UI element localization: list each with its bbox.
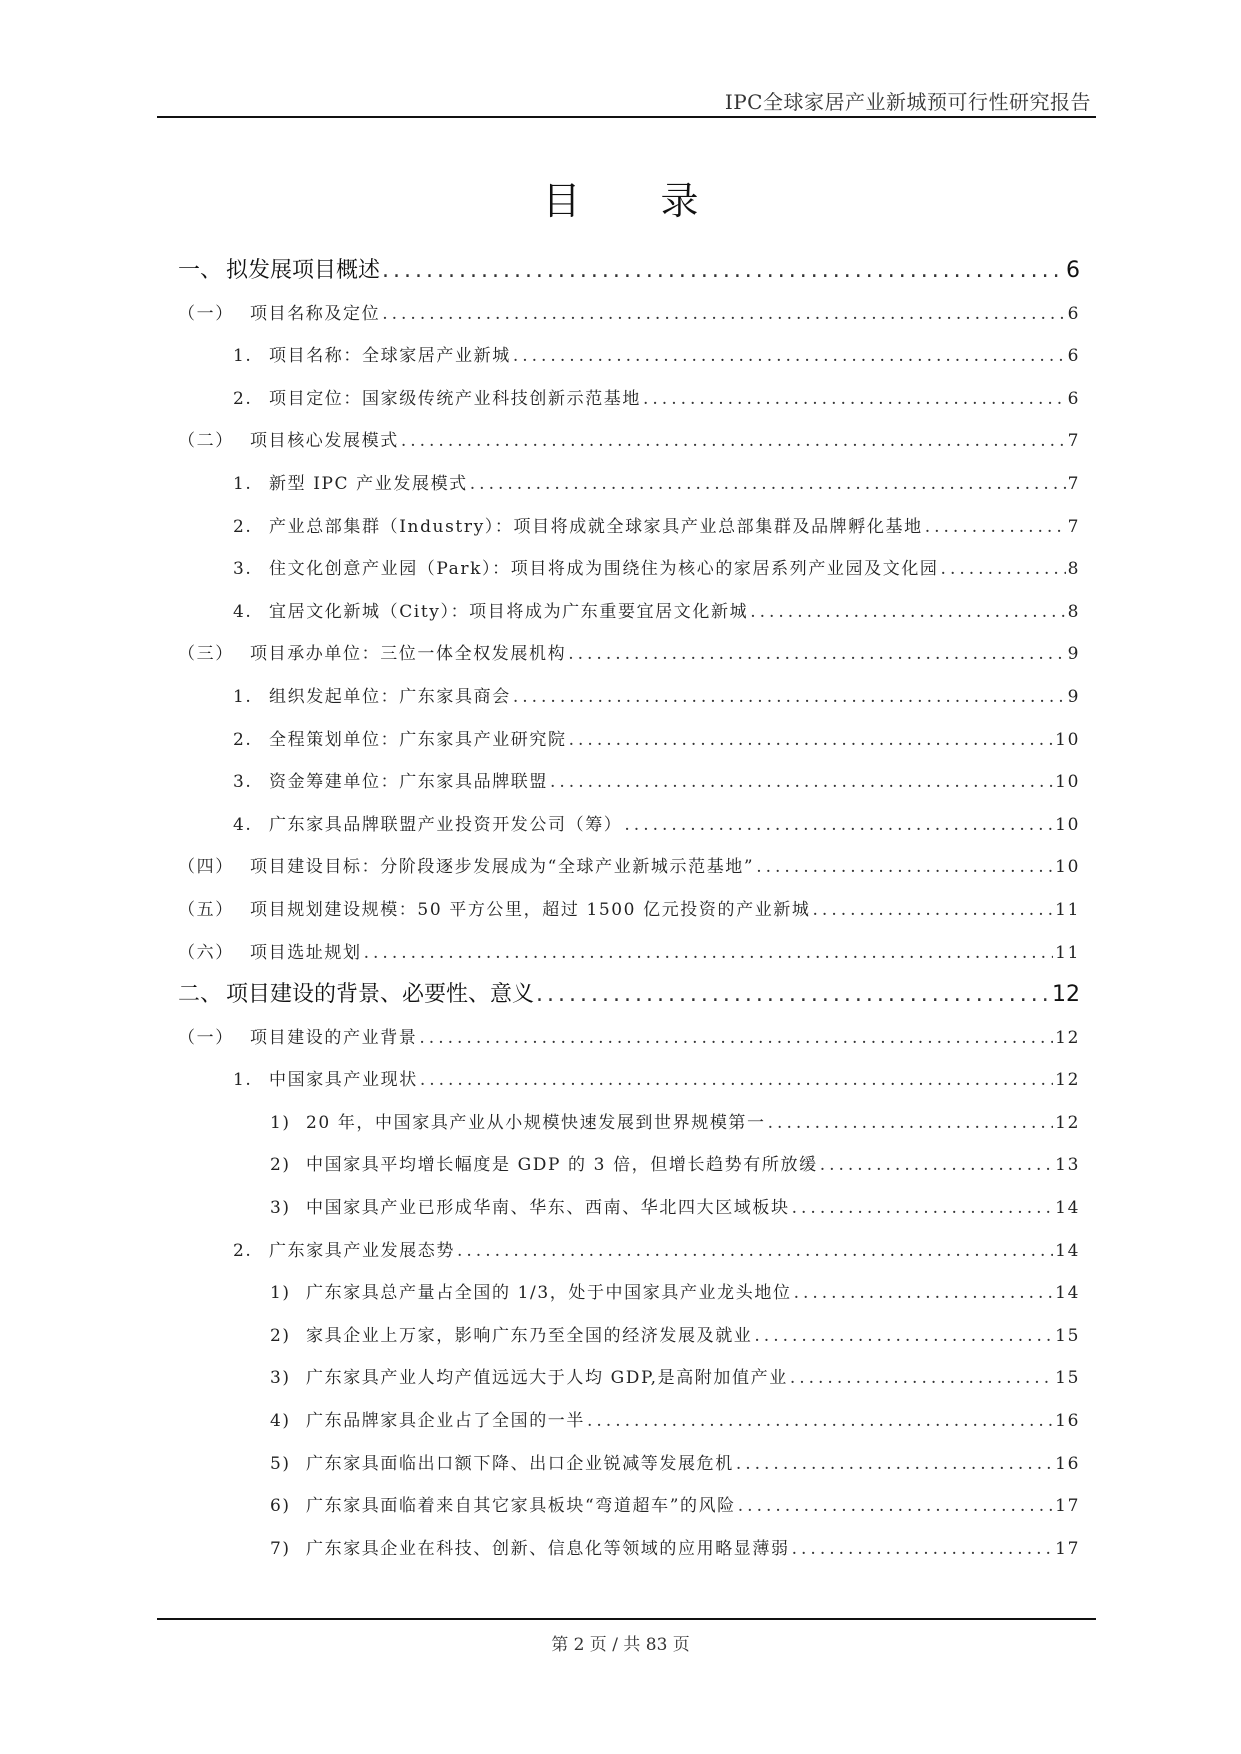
toc-entry-page: 11 <box>1055 942 1080 963</box>
toc-entry-title: 拟发展项目概述 <box>226 258 381 283</box>
toc-entry-number: 3. <box>233 559 253 580</box>
toc-entry[interactable] <box>178 1528 1080 1571</box>
toc-entry-title: 广东家具总产量占全国的 1/3，处于中国家具产业龙头地位 <box>306 1283 792 1304</box>
toc-entry-number: 1. <box>233 473 253 494</box>
toc-dot-leader <box>736 1443 1053 1486</box>
toc-entry-page: 12 <box>1055 1070 1080 1091</box>
toc-entry-title: 新型 IPC 产业发展模式 <box>269 473 468 494</box>
toc-entry[interactable] <box>178 1315 1080 1358</box>
toc-entry[interactable] <box>178 633 1080 676</box>
toc-entry-number: （四） <box>178 857 234 878</box>
toc-entry-number: 2. <box>233 1240 253 1261</box>
toc-entry-page: 12 <box>1055 1027 1080 1048</box>
toc-dot-leader <box>738 1485 1053 1528</box>
toc-entry-title: 20 年，中国家具产业从小规模快速发展到世界规模第一 <box>306 1112 766 1133</box>
toc-entry[interactable] <box>178 420 1080 463</box>
toc-entry-title: 项目名称及定位 <box>250 303 381 324</box>
toc-entry[interactable] <box>178 719 1080 762</box>
toc-dot-leader <box>382 250 1064 293</box>
toc-dot-leader <box>419 1017 1053 1060</box>
toc-entry-page: 15 <box>1055 1368 1080 1389</box>
toc-entry-page: 14 <box>1055 1283 1080 1304</box>
toc-dot-leader <box>813 889 1054 932</box>
toc-entry-title: 项目选址规划 <box>250 942 362 963</box>
toc-entry-number: （三） <box>178 644 234 665</box>
toc-heading: 目录 <box>542 179 779 223</box>
toc-entry-number: 1. <box>233 346 253 367</box>
toc-entry[interactable] <box>178 591 1080 634</box>
page-number-footer: 第 2 页 / 共 83 页 <box>551 1635 690 1655</box>
toc-dot-leader <box>750 591 1065 634</box>
toc-entry-title: 项目名称：全球家居产业新城 <box>269 346 511 367</box>
toc-entry[interactable] <box>178 1059 1080 1102</box>
toc-dot-leader <box>401 420 1066 463</box>
toc-entry-number: 3. <box>233 772 253 793</box>
toc-dot-leader <box>792 1187 1054 1230</box>
toc-entry[interactable] <box>178 378 1080 421</box>
toc-dot-leader <box>382 293 1065 336</box>
toc-entry-page: 8 <box>1067 559 1080 580</box>
toc-entry-title: 广东品牌家具企业占了全国的一半 <box>306 1411 585 1432</box>
toc-entry-page: 11 <box>1055 899 1080 920</box>
toc-entry-title: 项目建设目标：分阶段逐步发展成为“全球产业新城示范基地” <box>250 857 755 878</box>
toc-dot-leader <box>754 1315 1053 1358</box>
toc-entry-number: 5) <box>270 1453 291 1474</box>
toc-entry-number: 3) <box>270 1368 291 1389</box>
toc-dot-leader <box>513 676 1066 719</box>
toc-dot-leader <box>513 335 1066 378</box>
toc-dot-leader <box>587 1400 1053 1443</box>
toc-entry-title: 广东家具品牌联盟产业投资开发公司（筹） <box>269 814 623 835</box>
toc-dot-leader <box>768 1102 1054 1145</box>
toc-dot-leader <box>756 846 1053 889</box>
toc-entry-page: 7 <box>1067 516 1080 537</box>
toc-entry-page: 14 <box>1055 1198 1080 1219</box>
toc-dot-leader <box>794 1272 1054 1315</box>
toc-entry-number: （五） <box>178 899 234 920</box>
toc-entry[interactable] <box>178 676 1080 719</box>
toc-entry[interactable] <box>178 1230 1080 1273</box>
toc-entry-title: 住文化创意产业园（Park）：项目将成为围绕住为核心的家居系列产业园及文化园 <box>269 559 939 580</box>
toc-entry[interactable] <box>178 1017 1080 1060</box>
toc-entry[interactable] <box>178 1485 1080 1528</box>
toc-entry-title: 家具企业上万家，影响广东乃至全国的经济发展及就业 <box>306 1325 753 1346</box>
toc-dot-leader <box>643 378 1066 421</box>
toc-dot-leader <box>624 804 1053 847</box>
toc-entry-page: 10 <box>1055 857 1080 878</box>
toc-entry-title: 宜居文化新城（City）：项目将成为广东重要宜居文化新城 <box>269 601 749 622</box>
toc-entry-page: 16 <box>1055 1411 1080 1432</box>
toc-dot-leader <box>364 932 1054 975</box>
toc-entry-title: 项目建设的产业背景 <box>250 1027 418 1048</box>
toc-entry[interactable] <box>178 506 1080 549</box>
toc-entry-number: 一、 <box>178 258 223 283</box>
toc-dot-leader <box>569 719 1054 762</box>
running-header-title: IPC全球家居产业新城预可行性研究报告 <box>724 90 1091 114</box>
toc-dot-leader <box>470 463 1066 506</box>
toc-dot-leader <box>420 1059 1053 1102</box>
toc-entry-page: 10 <box>1055 772 1080 793</box>
toc-entry-page: 7 <box>1067 473 1080 494</box>
toc-entry-page: 12 <box>1052 982 1080 1008</box>
toc-entry[interactable] <box>178 1400 1080 1443</box>
toc-dot-leader <box>790 1357 1053 1400</box>
toc-entry-page: 17 <box>1055 1496 1080 1517</box>
toc-entry-title: 资金筹建单位：广东家具品牌联盟 <box>269 772 548 793</box>
toc-entry-number: （一） <box>178 1027 234 1048</box>
toc-dot-leader <box>925 506 1066 549</box>
toc-entry[interactable] <box>178 932 1080 975</box>
toc-entry-number: 3) <box>270 1198 291 1219</box>
toc-entry-title: 产业总部集群（Industry）：项目将成就全球家具产业总部集群及品牌孵化基地 <box>269 516 923 537</box>
toc-entry-page: 16 <box>1055 1453 1080 1474</box>
toc-entry[interactable] <box>178 761 1080 804</box>
toc-entry-title: 广东家具企业在科技、创新、信息化等领域的应用略显薄弱 <box>306 1538 790 1559</box>
toc-entry-page: 10 <box>1055 729 1080 750</box>
toc-entry-number: 4. <box>233 601 253 622</box>
toc-dot-leader <box>457 1230 1053 1273</box>
toc-entry[interactable] <box>178 463 1080 506</box>
toc-entry-page: 6 <box>1067 303 1080 324</box>
toc-entry-number: 2. <box>233 729 253 750</box>
toc-entry-page: 15 <box>1055 1325 1080 1346</box>
toc-entry-page: 8 <box>1067 601 1080 622</box>
toc-entry[interactable] <box>178 293 1080 336</box>
toc-entry-title: 中国家具平均增长幅度是 GDP 的 3 倍，但增长趋势有所放缓 <box>306 1155 818 1176</box>
footer-divider <box>157 1618 1096 1620</box>
toc-entry-page: 6 <box>1067 388 1080 409</box>
toc-entry[interactable] <box>178 1357 1080 1400</box>
toc-entry[interactable] <box>178 804 1080 847</box>
toc-entry-number: 7) <box>270 1538 291 1559</box>
toc-entry-number: （二） <box>178 431 234 452</box>
table-of-contents <box>178 250 1080 1570</box>
toc-entry-page: 12 <box>1055 1112 1080 1133</box>
toc-entry-number: 2. <box>233 516 253 537</box>
toc-entry-number: 2. <box>233 388 253 409</box>
toc-entry-page: 6 <box>1066 258 1080 283</box>
toc-entry-number: 1. <box>233 686 253 707</box>
toc-entry-number: （一） <box>178 303 234 324</box>
toc-dot-leader <box>941 548 1066 591</box>
toc-entry-number: 4. <box>233 814 253 835</box>
toc-entry-page: 9 <box>1067 686 1080 707</box>
toc-entry-title: 项目建设的背景、必要性、意义 <box>226 982 535 1008</box>
toc-entry[interactable] <box>178 1272 1080 1315</box>
toc-entry[interactable] <box>178 1443 1080 1486</box>
toc-entry-number: 1) <box>270 1283 291 1304</box>
toc-entry-page: 10 <box>1055 814 1080 835</box>
toc-dot-leader <box>568 633 1065 676</box>
toc-entry[interactable] <box>178 889 1080 932</box>
toc-entry[interactable] <box>178 846 1080 889</box>
toc-entry-page: 6 <box>1067 346 1080 367</box>
toc-entry-number: 1. <box>233 1070 253 1091</box>
toc-entry-title: 中国家具产业已形成华南、华东、西南、华北四大区域板块 <box>306 1198 790 1219</box>
toc-entry[interactable] <box>178 974 1080 1017</box>
toc-entry-title: 中国家具产业现状 <box>269 1070 418 1091</box>
toc-entry-title: 项目定位：国家级传统产业科技创新示范基地 <box>269 388 641 409</box>
toc-entry[interactable] <box>178 1144 1080 1187</box>
toc-entry[interactable] <box>178 1187 1080 1230</box>
toc-entry[interactable] <box>178 250 1080 293</box>
toc-entry-title: 项目承办单位：三位一体全权发展机构 <box>250 644 567 665</box>
toc-entry-number: 2) <box>270 1325 291 1346</box>
toc-entry-title: 广东家具面临着来自其它家具板块“弯道超车”的风险 <box>306 1496 736 1517</box>
toc-entry[interactable] <box>178 335 1080 378</box>
toc-entry[interactable] <box>178 1102 1080 1145</box>
toc-entry-number: 6) <box>270 1496 291 1517</box>
toc-entry-number: 2) <box>270 1155 291 1176</box>
toc-entry-number: 二、 <box>178 982 223 1008</box>
toc-entry-title: 广东家具产业发展态势 <box>269 1240 455 1261</box>
toc-entry-number: 4) <box>270 1411 291 1432</box>
toc-entry-title: 项目规划建设规模：50 平方公里，超过 1500 亿元投资的产业新城 <box>250 899 811 920</box>
toc-entry-title: 组织发起单位：广东家具商会 <box>269 686 511 707</box>
toc-entry-page: 7 <box>1067 431 1080 452</box>
toc-entry-number: （六） <box>178 942 234 963</box>
toc-entry-page: 14 <box>1055 1240 1080 1261</box>
header-divider <box>157 116 1096 118</box>
toc-entry-title: 广东家具产业人均产值远远大于人均 GDP,是高附加值产业 <box>306 1368 788 1389</box>
toc-dot-leader <box>792 1528 1054 1571</box>
toc-entry-number: 1) <box>270 1112 291 1133</box>
toc-dot-leader <box>550 761 1053 804</box>
toc-entry-title: 广东家具面临出口额下降、出口企业锐减等发展危机 <box>306 1453 734 1474</box>
toc-dot-leader <box>536 974 1050 1017</box>
toc-entry-title: 全程策划单位：广东家具产业研究院 <box>269 729 567 750</box>
toc-entry-page: 17 <box>1055 1538 1080 1559</box>
toc-dot-leader <box>820 1144 1053 1187</box>
toc-entry-title: 项目核心发展模式 <box>250 431 399 452</box>
toc-entry-page: 9 <box>1067 644 1080 665</box>
toc-entry-page: 13 <box>1055 1155 1080 1176</box>
toc-entry[interactable] <box>178 548 1080 591</box>
